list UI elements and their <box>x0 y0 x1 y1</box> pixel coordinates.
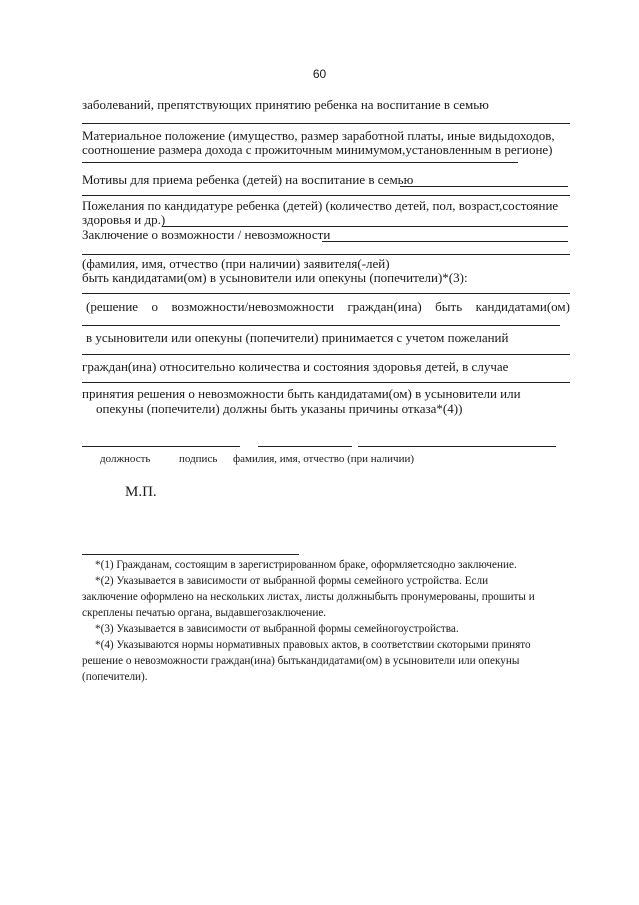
blank-line-2 <box>82 162 518 163</box>
blank-motives <box>400 186 568 187</box>
blank-line-1 <box>82 123 570 124</box>
text-diseases: заболеваний, препятствующих принятию ребенка на воспитание в семью <box>82 97 489 112</box>
signature-line-sign <box>258 446 352 447</box>
label-position: должность <box>100 453 151 465</box>
text-motives: Мотивы для приема ребенка (детей) на воспитание в семью <box>82 172 414 187</box>
blank-conclusion <box>322 241 568 242</box>
footnote-4-cont: решение о невозможности граждан(ина) бытькандидатами(ом) в усыновители или опекуны <box>82 655 520 667</box>
footnote-2-end: скреплены печатью органа, выдавшегозаключение. <box>82 607 327 619</box>
word: возможности/невозможности <box>171 299 334 314</box>
word: о <box>151 299 159 314</box>
text-impossibility: принятия решения о невозможности быть кандидатами(ом) в усыновители или <box>82 386 521 401</box>
text-wishes-consideration: в усыновители или опекуны (попечители) принимается с учетом пожеланий <box>86 330 509 345</box>
text-health: здоровья и др.) <box>82 212 166 227</box>
text-wishes: Пожелания по кандидатуре ребенка (детей) (количество детей, пол, возраст,состояние <box>82 198 559 213</box>
blank-line-6 <box>82 293 570 294</box>
footnote-2-cont: заключение оформлено на нескольких листах, листы должныбыть пронумерованы, прошиты и <box>82 591 535 603</box>
footnote-3: *(3) Указывается в зависимости от выбранной формы семейногоустройства. <box>95 623 459 635</box>
blank-line-3 <box>82 195 570 196</box>
word: граждан(ина) <box>347 299 422 314</box>
text-material-situation: Материальное положение (имущество, размер заработной платы, иные видыдоходов, <box>82 128 555 143</box>
text-children-count: граждан(ина) относительно количества и состояния здоровья детей, в случае <box>82 359 509 374</box>
blank-line-5 <box>82 254 570 255</box>
footnote-1: *(1) Гражданам, состоящим в зарегистрированном браке, оформляетсяодно заключение. <box>95 559 517 571</box>
text-applicant-name: (фамилия, имя, отчество (при наличии) заявителя(-лей) <box>82 256 390 271</box>
word: (решение <box>86 299 139 314</box>
page-number: 60 <box>312 67 327 81</box>
text-decision <box>86 299 570 314</box>
text-conclusion: Заключение о возможности / невозможности <box>82 227 331 242</box>
footnote-2: *(2) Указывается в зависимости от выбранной формы семейного устройства. Если <box>95 575 489 587</box>
blank-line-9 <box>82 382 570 383</box>
footnote-separator <box>82 554 299 555</box>
text-candidates: быть кандидатами(ом) в усыновители или опекуны (попечители)*(3): <box>82 270 468 285</box>
label-signature: подпись <box>179 453 218 465</box>
word: быть <box>435 299 463 314</box>
signature-line-name <box>358 446 556 447</box>
signature-line-position <box>82 446 240 447</box>
text-refusal-reasons: опекуны (попечители) должны быть указаны причины отказа*(4)) <box>96 401 463 416</box>
footnote-4: *(4) Указываются нормы нормативных правовых актов, в соответствии скоторыми принято <box>95 639 531 651</box>
blank-line-8 <box>82 354 570 355</box>
word: кандидатами(ом) <box>475 299 570 314</box>
stamp-placeholder: М.П. <box>125 484 157 500</box>
blank-line-7 <box>82 325 560 326</box>
label-full-name: фамилия, имя, отчество (при наличии) <box>233 453 415 465</box>
footnote-4-end: (попечители). <box>82 671 148 683</box>
text-income-ratio: соотношение размера дохода с прожиточным минимумом,установленным в регионе) <box>82 142 553 157</box>
